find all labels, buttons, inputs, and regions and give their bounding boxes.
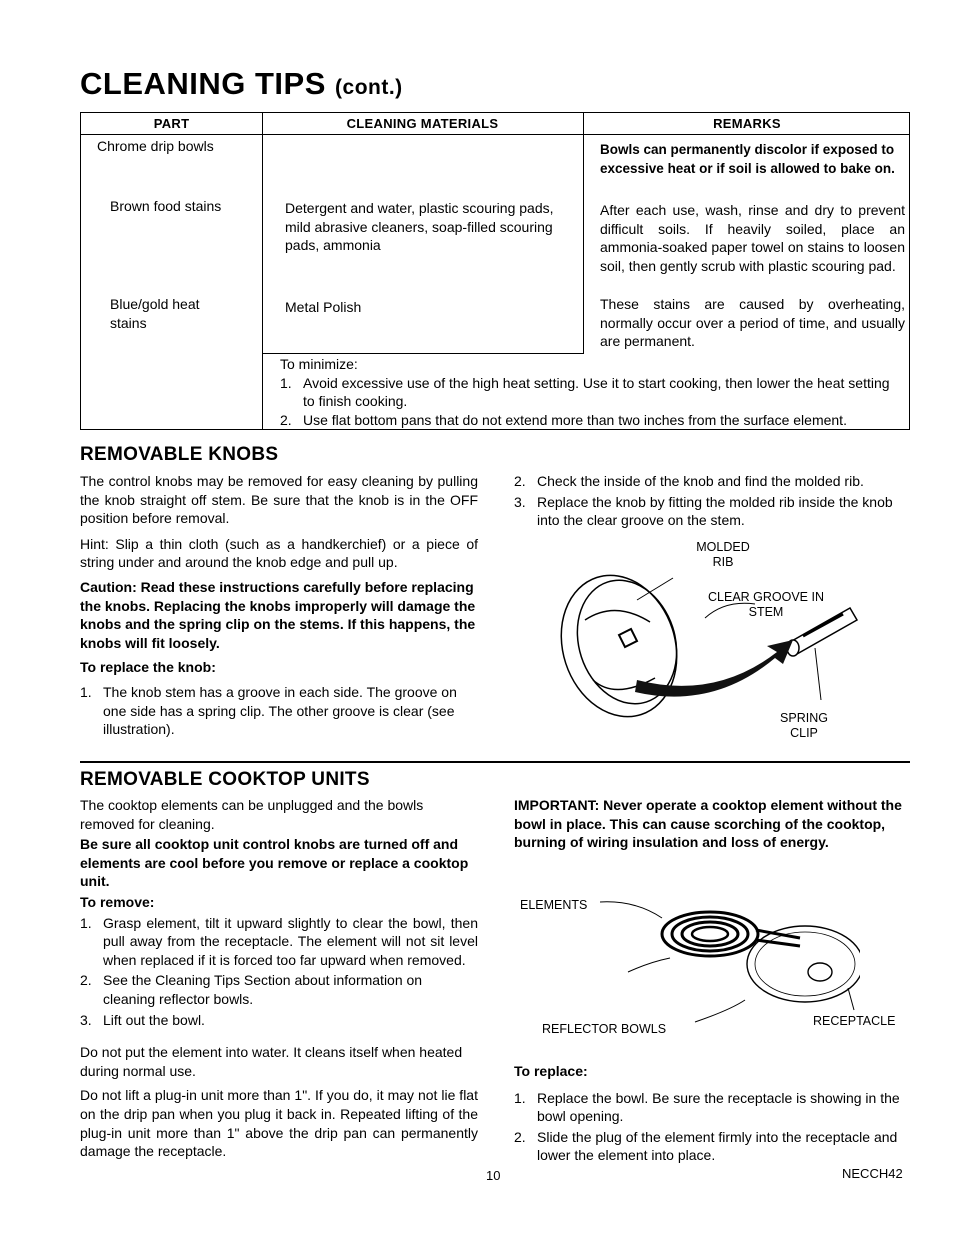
cooktop-replace-block	[514, 1062, 911, 1165]
table-header-materials: CLEANING MATERIALS	[346, 116, 499, 131]
table-cell-part: Blue/gold heat stains	[110, 296, 200, 331]
cooktop-remove-steps	[80, 914, 478, 1030]
reflector-bowl	[747, 926, 860, 1002]
cooktop-right-column	[514, 796, 911, 852]
cooktop-warning: Be sure all cooktop unit control knobs are turned off and elements are cool before you remove or replace a cooktop unit.	[80, 836, 469, 890]
knobs-left-column	[80, 472, 478, 739]
minimize-label: To minimize:	[280, 356, 358, 372]
list-item: 2. See the Cleaning Tips Section about information on cleaning reflector bowls.	[80, 972, 423, 1007]
label-molded-rib: MOLDED RIB	[696, 540, 750, 569]
cooktop-important: IMPORTANT: Never operate a cooktop element without the bowl in place. This can cause scorching of the cooktop, burning of wiring insulation and loss of energy.	[514, 797, 902, 851]
table-header-part: PART	[153, 116, 190, 131]
table-cell-materials: Detergent and water, plastic scouring pads, mild abrasive cleaners, soap-filled scouring pads, ammonia	[285, 200, 554, 254]
section-heading-cooktop: REMOVABLE COOKTOP UNITS	[80, 769, 370, 790]
list-item: 1. Avoid excessive use of the high heat setting. Use it to start cooking, then lower the heat setting to finish cooking.	[280, 374, 890, 410]
page-title: CLEANING TIPS (cont.)	[80, 66, 403, 101]
list-item: 3. Lift out the bowl.	[80, 1011, 205, 1028]
page-number: 10	[486, 1168, 501, 1183]
hand-outline	[628, 958, 670, 972]
molded-rib-shape	[619, 629, 637, 647]
reflector-bowl-leader	[695, 1000, 745, 1022]
knobs-right-column	[514, 472, 911, 530]
knobs-replace-heading: To replace the knob:	[80, 659, 216, 676]
document-code: NECCH42	[842, 1166, 903, 1181]
receptacle-opening	[808, 963, 832, 981]
table-cell-remarks: These stains are caused by overheating, normally occur over a period of time, and usually are permanent.	[600, 296, 905, 350]
list-item: 2. Check the inside of the knob and find the molded rib.	[514, 473, 864, 489]
list-item: 2. Use flat bottom pans that do not extend more than two inches from the surface element.	[280, 411, 847, 428]
table-col-divider	[583, 113, 584, 353]
table-cell-part: Brown food stains	[110, 198, 222, 214]
list-item: 1. Grasp element, tilt it upward slightly to clear the bowl, then pull away from the receptacle. The element will not sit level when replaced if it is forced too far upward when removed.	[80, 914, 478, 968]
cooktop-water-note: Do not put the element into water. It cleans itself when heated during normal use.	[80, 1044, 463, 1079]
cooktop-intro: The cooktop elements can be unplugged and the bowls removed for cleaning.	[80, 797, 424, 832]
list-item: 1. Replace the bowl. Be sure the receptacle is showing in the bowl opening.	[514, 1089, 900, 1125]
section-heading-knobs: REMOVABLE KNOBS	[80, 444, 279, 465]
receptacle-leader	[848, 988, 854, 1010]
knobs-caution: Caution: Read these instructions carefully before replacing the knobs. Replacing the knobs improperly will damage the knobs and the spring clip on the stems. If this happens, the knobs will fit loosely.	[80, 578, 476, 651]
minimize-list	[280, 374, 905, 430]
knobs-steps-right	[514, 472, 911, 530]
list-item: 3. Replace the knob by fitting the molded rib inside the knob into the clear groove on the stem.	[514, 493, 893, 529]
table-row-divider	[262, 353, 584, 354]
element-coil	[662, 912, 800, 956]
label-receptacle: RECEPTACLE	[813, 1014, 896, 1028]
table-cell-remarks: Bowls can permanently discolor if exposed to excessive heat or if soil is allowed to bake on.	[600, 142, 895, 176]
label-spring-clip: SPRING CLIP	[780, 711, 828, 740]
table-cell-remarks: After each use, wash, rinse and dry to prevent difficult soils. If heavily soiled, place an ammonia-soaked paper towel on stains to loosen soil, then gently scrub with plastic scouring pad.	[600, 202, 905, 274]
spring-clip-leader	[815, 648, 821, 700]
knobs-intro: The control knobs may be removed for easy cleaning by pulling the knob straight off stem. Be sure that the knob is in the OFF position before removal.	[80, 473, 478, 527]
cooktop-replace-steps	[514, 1089, 911, 1165]
cooktop-illustration	[600, 892, 860, 1032]
table-cell-materials: Metal Polish	[285, 299, 362, 315]
minimize-block	[280, 355, 905, 429]
table-header-divider	[81, 134, 909, 135]
label-clear-groove: CLEAR GROOVE IN STEM	[708, 590, 824, 619]
cleaning-tips-table	[80, 112, 910, 430]
knob-outer-rim	[545, 560, 695, 732]
table-col-divider	[262, 113, 263, 429]
cooktop-remove-heading: To remove:	[80, 893, 155, 910]
table-cell-part: Chrome drip bowls	[97, 138, 214, 154]
list-item: 2. Slide the plug of the element firmly into the receptacle and lower the element into place.	[514, 1128, 898, 1164]
table-header-remarks: REMARKS	[713, 116, 781, 131]
page-title-suffix: (cont.)	[335, 76, 403, 99]
section-divider	[80, 761, 910, 763]
cooktop-lift-note: Do not lift a plug-in unit more than 1". If you do, it may not lie flat on the drip pan when you plug it back in. Repeated lifting of the plug-in unit more than 1" above the drip pan can permanently damage the receptacle.	[80, 1087, 478, 1160]
list-item: 1. The knob stem has a groove in each side. The groove on one side has a spring clip. The other groove is clear (see illustration).	[80, 683, 457, 738]
knobs-steps-left	[80, 683, 478, 739]
elements-leader	[600, 902, 662, 918]
cooktop-replace-heading: To replace:	[514, 1063, 588, 1079]
label-reflector-bowls: REFLECTOR BOWLS	[542, 1022, 667, 1036]
cooktop-left-column	[80, 796, 478, 1161]
knobs-hint: Hint: Slip a thin cloth (such as a handkerchief) or a piece of string under and around the knob edge and pull up.	[80, 535, 478, 571]
knob-shading	[585, 610, 650, 622]
label-elements: ELEMENTS	[520, 898, 588, 912]
arrow-icon	[635, 640, 793, 697]
